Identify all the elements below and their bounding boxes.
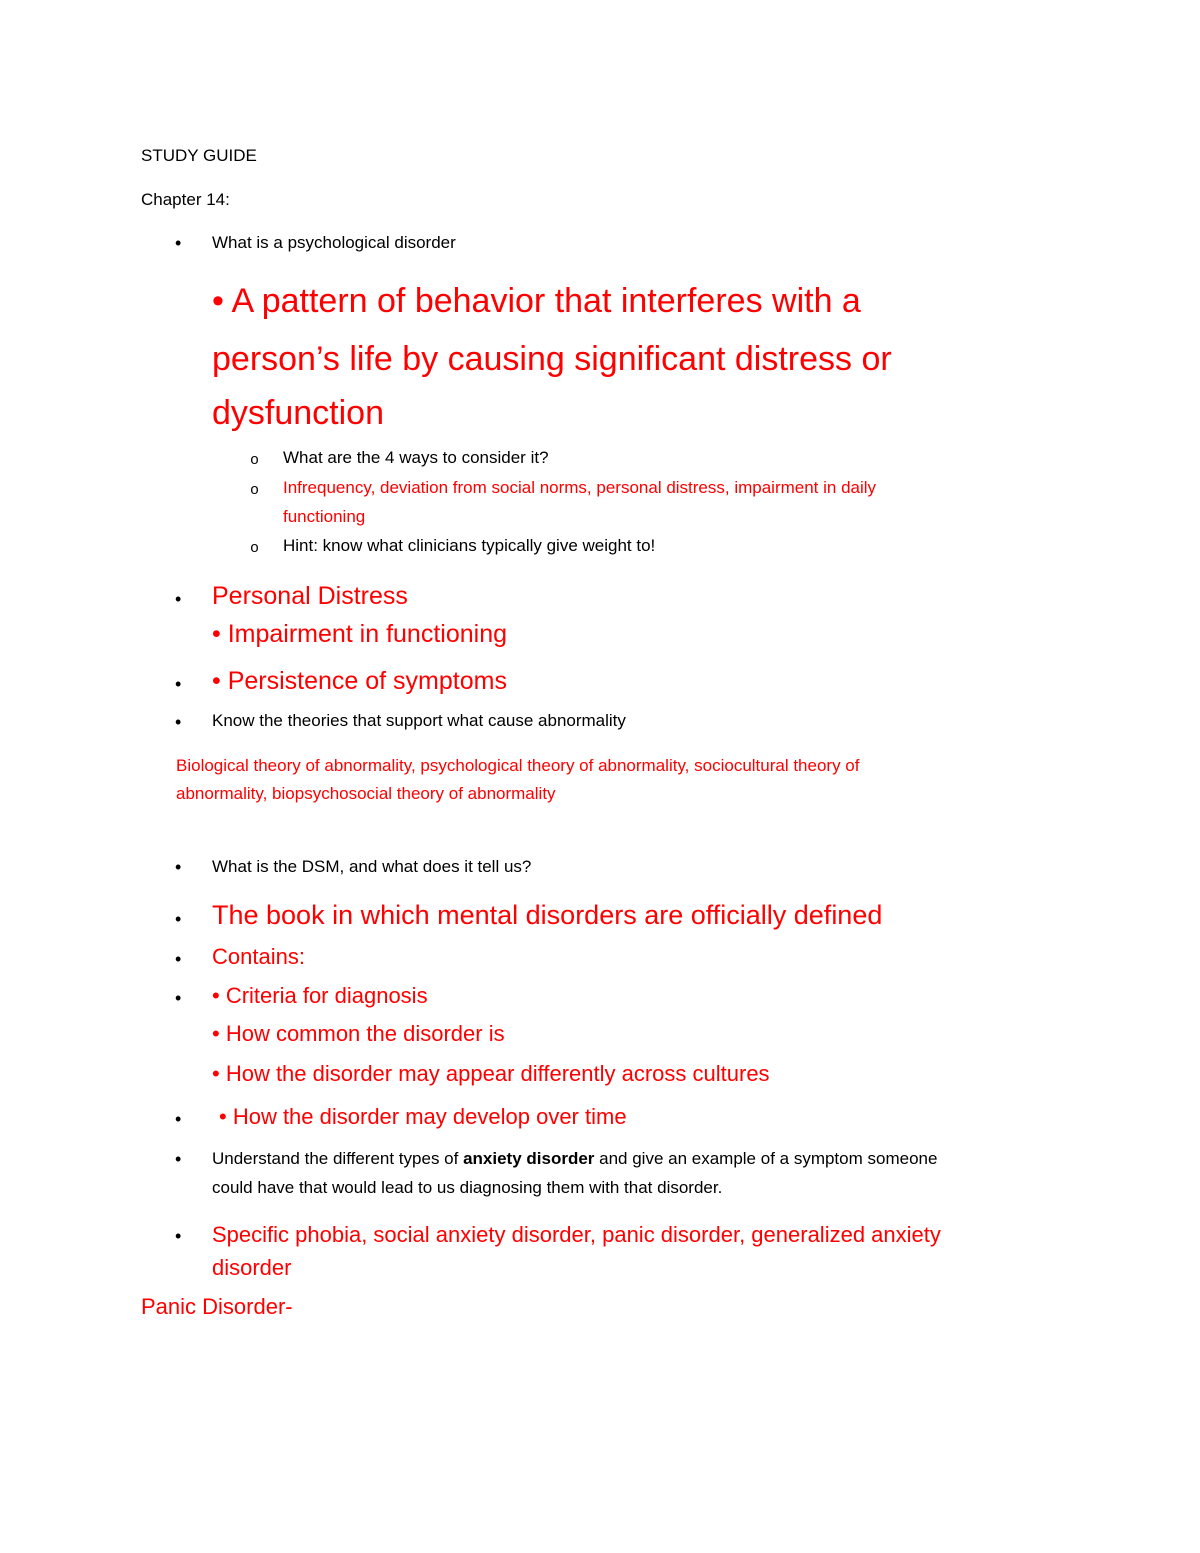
bullet-icon: • (175, 674, 182, 694)
dsm-cultures: • How the disorder may appear differently across cultures (212, 1061, 770, 1086)
sub-bullet-icon: o (250, 452, 260, 469)
bullet-icon: • (175, 857, 182, 877)
question-anxiety-line2: could have that would lead to us diagnosing them with that disorder. (212, 1178, 723, 1197)
question-four-ways: What are the 4 ways to consider it? (283, 448, 549, 467)
question-anxiety-text: Understand the different types of (212, 1149, 464, 1168)
dsm-definition: The book in which mental disorders are officially defined (212, 900, 883, 930)
dsm-criteria: • Criteria for diagnosis (212, 983, 428, 1008)
question-dsm: What is the DSM, and what does it tell us? (212, 857, 532, 876)
hint-text: Hint: know what clinicians typically give weight to! (283, 536, 656, 555)
question-anxiety-line1 (212, 1149, 937, 1169)
question-anxiety-text-end: and give an example of a symptom someone (594, 1149, 938, 1168)
sub-bullet-icon: o (250, 540, 260, 557)
personal-distress: Personal Distress (212, 582, 408, 610)
answer-four-ways-line1: Infrequency, deviation from social norms, personal distress, impairment in daily (283, 478, 877, 497)
dsm-develop: • How the disorder may develop over time (219, 1104, 627, 1129)
dsm-how-common: • How common the disorder is (212, 1021, 505, 1046)
bullet-icon: • (175, 1109, 182, 1129)
question-theories: Know the theories that support what cause abnormality (212, 711, 626, 730)
answer-definition-line2: person’s life by causing significant distress or (212, 340, 892, 378)
question-psychological-disorder: What is a psychological disorder (212, 233, 456, 252)
sub-bullet-icon: o (250, 482, 260, 499)
bullet-icon: • (175, 712, 182, 732)
bullet-icon: • (175, 949, 182, 969)
contains-heading: Contains: (212, 944, 305, 969)
anxiety-types-line1: Specific phobia, social anxiety disorder, panic disorder, generalized anxiety (212, 1222, 941, 1247)
answer-four-ways-line2: functioning (283, 507, 366, 526)
anxiety-disorder-bold: anxiety disorder (463, 1149, 595, 1168)
bullet-icon: • (175, 1149, 182, 1169)
answer-theories-line1: Biological theory of abnormality, psychological theory of abnormality, sociocultural theory of (176, 756, 860, 775)
bullet-icon: • (175, 589, 182, 609)
answer-theories-line2: abnormality, biopsychosocial theory of abnormality (176, 784, 556, 803)
persistence-of-symptoms: • Persistence of symptoms (212, 667, 507, 695)
panic-disorder-heading: Panic Disorder- (141, 1294, 293, 1319)
document-title: STUDY GUIDE (141, 146, 257, 165)
anxiety-types-line2: disorder (212, 1255, 292, 1280)
answer-definition-line1: • A pattern of behavior that interferes with a (212, 282, 861, 320)
bullet-icon: • (175, 988, 182, 1008)
bullet-icon: • (175, 233, 182, 253)
impairment-in-functioning: • Impairment in functioning (212, 620, 508, 648)
bullet-icon: • (175, 909, 182, 929)
chapter-heading: Chapter 14: (141, 190, 230, 209)
bullet-icon: • (175, 1226, 182, 1246)
answer-definition-line3: dysfunction (212, 394, 384, 432)
